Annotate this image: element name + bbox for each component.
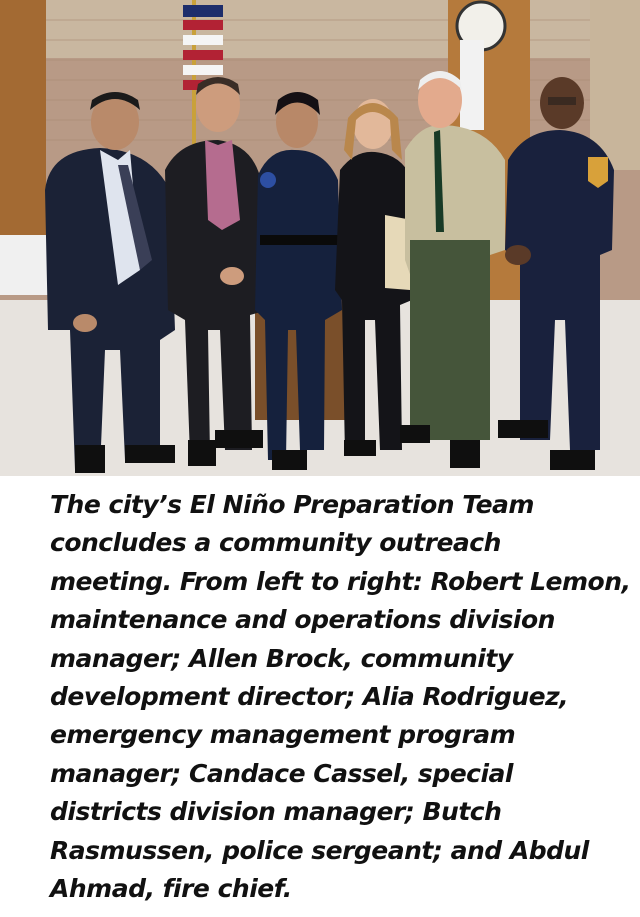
caption-line: Rasmussen, police sergeant; and Abdul <box>50 835 589 865</box>
caption-line: Ahmad, fire chief. <box>50 874 292 904</box>
photo-caption <box>50 486 630 908</box>
caption-line: emergency management program <box>50 720 516 750</box>
wood-panel <box>0 0 46 240</box>
caption-line: manager; Candace Cassel, special <box>50 758 513 788</box>
caption-line: concludes a community outreach <box>50 528 501 558</box>
police-badge-icon <box>260 172 276 188</box>
state-flag <box>460 40 484 130</box>
caption-line: maintenance and operations division <box>50 605 555 635</box>
caption-line: manager; Allen Brock, community <box>50 643 513 673</box>
caption-line: The city’s El Niño Preparation Team <box>50 490 534 519</box>
caption-line: districts division manager; Butch <box>50 797 502 827</box>
caption-line: development director; Alia Rodriguez, <box>50 682 569 712</box>
caption-line: meeting. From left to right: Robert Lemon, <box>50 566 631 596</box>
